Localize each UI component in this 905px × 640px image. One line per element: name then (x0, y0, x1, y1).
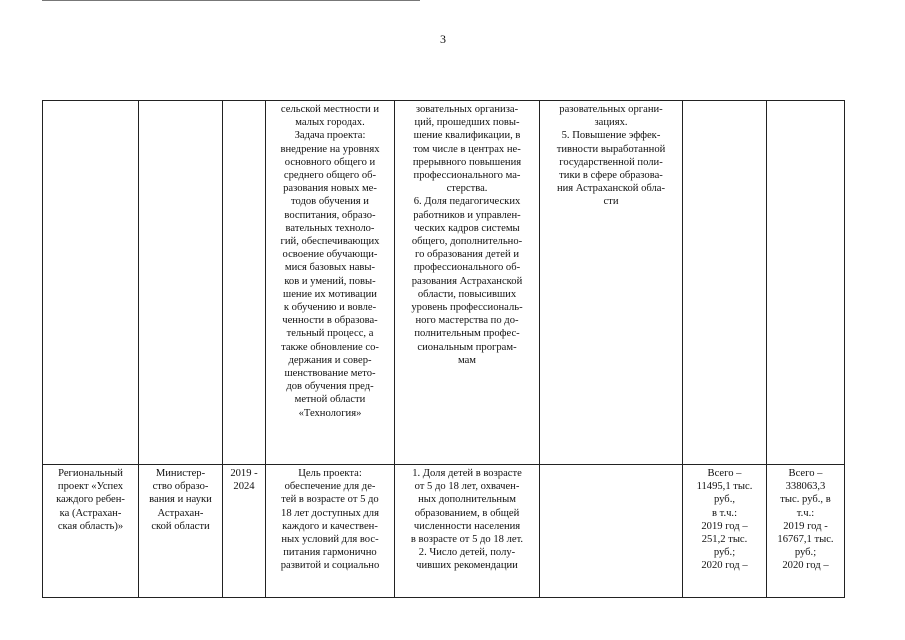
table-row (43, 101, 845, 465)
cell-responsible: Министер- ство образо- вания и науки Астрахан- ской области (139, 465, 223, 598)
table-row (43, 465, 845, 598)
cell-results: разовательных органи- зациях. 5. Повышение эффек- тивности выработанной государственной поли- тики в сфере образова- ния Астраханской обла- сти (540, 101, 683, 465)
cell-responsible (139, 101, 223, 465)
cell-funding-b (767, 101, 845, 465)
cell-indicators: зовательных организа- ций, прошедших повы- шение квалификации, в том числе в центрах не- прерывного повышения профессионального ма- стерства. 6. Доля педагогических работников и управлен- ческих кадров системы общего, дополнительно- го образования детей и профессионального об- разования Астраханской области, повысивших уровень профессиональ- ного мастерства по до- полнительным профес- сиональным програм- мам (395, 101, 540, 465)
cell-results (540, 465, 683, 598)
cell-funding-a: Всего – 11495,1 тыс. руб., в т.ч.: 2019 год – 251,2 тыс. руб.; 2020 год – (683, 465, 767, 598)
page-number: 3 (440, 32, 446, 46)
cell-period (223, 101, 266, 465)
cell-period: 2019 - 2024 (223, 465, 266, 598)
header-rule (42, 0, 420, 1)
cell-project-name: Региональный проект «Успех каждого ребен- ка (Астрахан- ская область)» (43, 465, 139, 598)
cell-goal: сельской местности и малых городах. Задача проекта: внедрение на уровнях основного общего и среднего общего об- разования новых ме- тодов обучения и воспитания, образо- вательных техноло- гий, обеспечивающих освоение обучающи- мися базовых навы- ков и умений, повы- шение их мотивации к обучению и вовле- ченности в образова- тельный процесс, а также обновление со- держания и совер- шенствование мето- дов обучения пред- метной области «Технология» (266, 101, 395, 465)
cell-funding-a (683, 101, 767, 465)
cell-goal: Цель проекта: обеспечение для де- тей в возрасте от 5 до 18 лет доступных для каждого и качествен- ных условий для вос- питания гармонично развитой и социально (266, 465, 395, 598)
program-table (42, 100, 845, 598)
cell-indicators: 1. Доля детей в возрасте от 5 до 18 лет, охвачен- ных дополнительным образованием, в общей численности населения в возрасте от 5 до 18 лет. 2. Число детей, полу- чивших рекомендации (395, 465, 540, 598)
cell-funding-b: Всего – 338063,3 тыс. руб., в т.ч.: 2019 год - 16767,1 тыс. руб.; 2020 год – (767, 465, 845, 598)
cell-project-name (43, 101, 139, 465)
